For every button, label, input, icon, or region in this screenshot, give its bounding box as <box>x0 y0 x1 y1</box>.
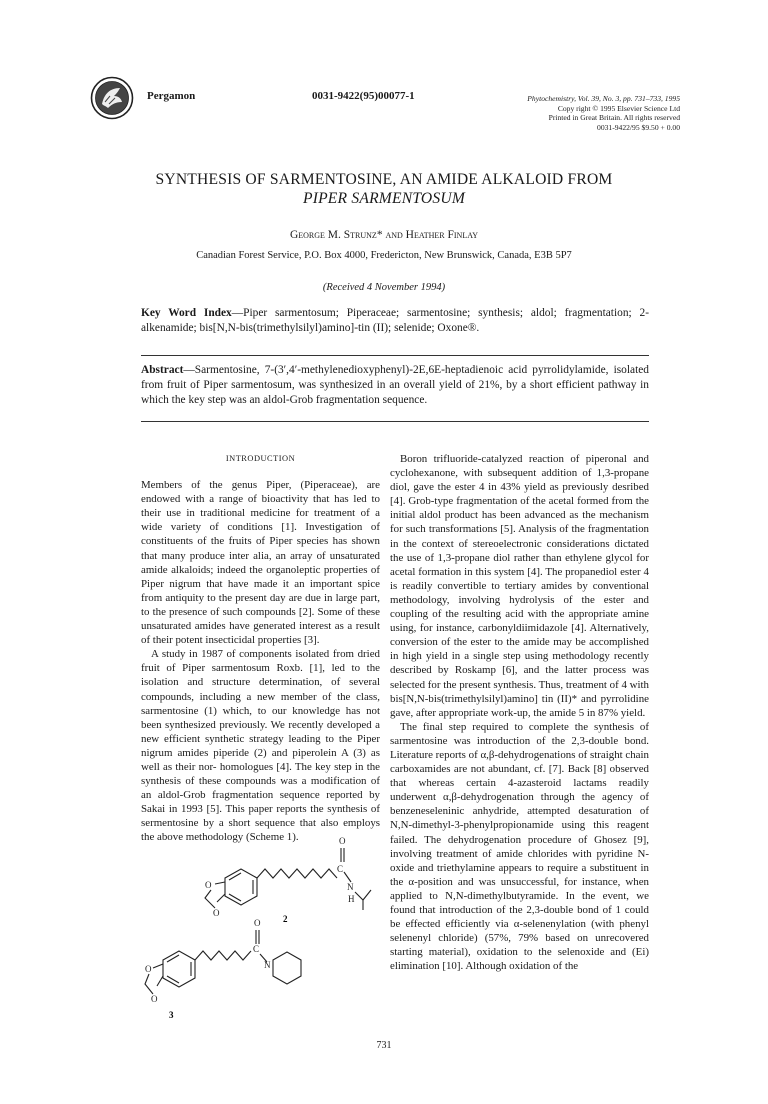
atom-n-3: N <box>264 960 271 970</box>
paragraph: A study in 1987 of components isolated from dried fruit of Piper sarmentosum Roxb. [1], led to the isolation and structure determination, of several compounds, including a new member of the class, sarmentosine (1) which, to our knowledge has not been synthesized previously. We recently developed a new efficient synthetic strategy leading to the Piper nigrum amides piperide (2) and piperolein A (3) as well as their nor- homologues [4]. The key step in the synthesis of these compounds was a modification of an aldol-Grob fragmentation sequence reported by Sakai in 1993 [5]. This paper reports the synthesis of sermentosine by a short sequence that also employs the above methodology (Scheme 1). <box>141 648 380 844</box>
benzene-ring-3 <box>163 951 195 987</box>
piperidine-ring <box>273 952 301 984</box>
compound-label-3: 3 <box>169 1010 174 1020</box>
atom-o-carbonyl-2: O <box>339 836 346 846</box>
abstract-label: Abstract <box>141 364 184 376</box>
publisher-name: Pergamon <box>147 90 196 102</box>
title-line-2: PIPER SARMENTOSUM <box>302 190 466 207</box>
atom-n-2: N <box>347 882 354 892</box>
issn-line: 0031-9422/95 $9.50 + 0.00 <box>597 122 680 132</box>
atom-h-2: H <box>348 894 355 904</box>
received-date: (Received 4 November 1994) <box>322 282 446 293</box>
introduction-heading: INTRODUCTION <box>225 454 296 463</box>
alkyl-chain-3 <box>195 951 251 960</box>
atom-o2-2: O <box>213 908 220 918</box>
keyword-label: Key Word Index <box>141 307 232 319</box>
copyright-line: Copy right © 1995 Elsevier Science Ltd <box>557 103 680 113</box>
abstract-text: —Sarmentosine, 7-(3′,4′-methylenedioxyphenyl)-2E,6E-heptadienoic acid pyrrolidylamide, isolated from fruit of Piper sarmentosum, was synthesized in an overall yield of 21%, by a short efficient pathway in which the key step was an aldol-Grob fragmentation sequence. <box>141 364 649 407</box>
scheme-drawing <box>141 832 381 1022</box>
atom-o1-3: O <box>145 964 152 974</box>
printed-line: Printed in Great Britain. All rights reserved <box>548 113 680 123</box>
pergamon-logo-icon <box>90 76 134 120</box>
abstract <box>141 363 649 409</box>
paragraph: The final step required to complete the synthesis of sarmentosine was introduction of the 2,3-double bond. Literature reports of α,β-dehydrogenations of straight chain carboxamides are not abundant, cf. [7]. Back [8] observed that whereas certain 4-azasteroid lactams readily underwent α,β-dehydrogenation through the agency of benzeneseleninic anhydride, attempted desaturation of N,N-dimethyl-3-phenylpropionamide using this reagent failed. The dehydrogenation procedure of Ghosez [9], involving treatment of amide chlorides with pyridine N-oxide and triethylamine appears to require a substituent in the α-position and was unsuccessful, for instance, when applied to N,N-dimethylbutyramide. In the event, we found that introduction of the 2,3-double bond of 1 could be effected efficiently via α-selenenylation (with phenyl selenenyl chloride) (57%, 79% based on unrecovered starting material), oxidation to the selenoxide and (Ei) elimination [10]. Although oxidation of the <box>390 720 649 973</box>
paragraph: Boron trifluoride-catalyzed reaction of piperonal and cyclohexanone, with subsequent addition of 1,3-propane diol, gave the ester 4 in 43% yield as previously desribed [4]. Grob-type fragmentation of the acetal formed from the initial aldol product has been advanced as the mechanism for such transformations [5]. Analysis of the fragmentation in the context of stereoelectronic considerations dictated the use of 1,3-propane diol rather than ethylene glycol for acetal formation in this system [4]. The propanediol ester 4 is readily convertible to tertiary amides by conventional methodology, involving hydrolysis of the ester and coupling of the resulting acid with the appropriate amine using, for instance, carbonyldiimidazole [4]. Alternatively, conversion of the ester to the amide may be accomplished in high yield in a single step using methodology recently described by Roskamp [6], and the latter process was selected for the present synthesis. Thus, treatment of 4 with bis[N,N-bis(trimethylsilyl)amino] tin (II)* and pyrrolidine gave, after appropriate work-up, the amide 5 in 87% yield. <box>390 453 649 719</box>
atom-c-2: C <box>337 864 344 874</box>
atom-o1-2: O <box>205 880 212 890</box>
divider-bottom <box>141 421 649 422</box>
affiliation: Canadian Forest Service, P.O. Box 4000, Fredericton, New Brunswick, Canada, E3B 5P7 <box>196 250 572 261</box>
paragraph: Members of the genus Piper, (Piperaceae), are endowed with a range of bioactivity that has led to their use in traditional medicine for treatment of a wide variety of conditions [1]. Investigation of constituents of the fruits of Piper species has shown that many produce inter alia, an array of unsaturated amide alkaloids; indeed the organoleptic properties of Piper nigrum that have made it an important spice from antiquity to the present day are due in large part, to the presence of such compounds [2]. Some of these unsaturated amides have generated interest as a result of their potent insecticidal properties [3]. <box>141 479 380 647</box>
chemical-structures <box>141 832 381 1022</box>
left-column <box>141 452 380 845</box>
keyword-index <box>141 306 649 336</box>
journal-info <box>527 94 680 132</box>
article-title <box>60 170 708 208</box>
benzene-ring-2 <box>225 869 257 905</box>
page-number: 731 <box>376 1040 392 1051</box>
compound-label-2: 2 <box>283 914 288 924</box>
alkyl-chain-2 <box>257 869 337 878</box>
doi-code: 0031-9422(95)00077-1 <box>312 90 415 102</box>
atom-o2-3: O <box>151 994 158 1004</box>
atom-o-carbonyl-3: O <box>254 918 261 928</box>
authors: George M. Strunz* and Heather Finlay <box>289 229 479 241</box>
journal-citation: Phytochemistry, Vol. 39, No. 3, pp. 731–733, 1995 <box>527 94 680 103</box>
title-line-1: SYNTHESIS OF SARMENTOSINE, AN AMIDE ALKALOID FROM <box>155 171 613 188</box>
right-column <box>390 452 649 973</box>
atom-c-3: C <box>253 944 260 954</box>
divider-top <box>141 355 649 356</box>
keyword-text: —Piper sarmentosum; Piperaceae; sarmentosine; synthesis; aldol; fragmentation; 2-alkenamide; bis[N,N-bis(trimethylsilyl)amino]-tin (II); selenide; Oxone®. <box>141 307 649 334</box>
